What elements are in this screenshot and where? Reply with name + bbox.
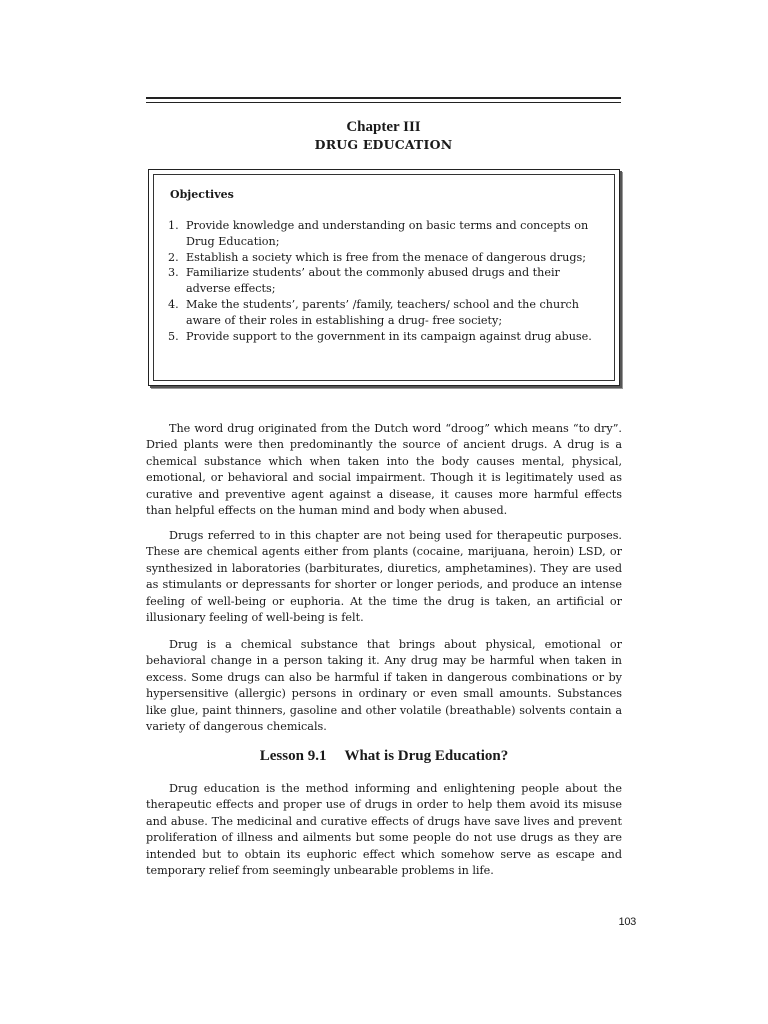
body-paragraph-drug-education: Drug education is the method informing and enlightening people about the therapeutic effects and proper use of drugs in order to help them avoid its misuse and abuse. The medicinal and curative effects of drugs have save lives and prevent proliferation of illness and ailments but some people do not use drugs as they are intended but to obtain its euphoric effect which somehow serve as escape and temporary relief from seemingly unbearable problems in life. [146, 782, 622, 878]
body-paragraph-drug-purposes: Drugs referred to in this chapter are not being used for therapeutic purposes. These are chemical agents either from plants (cocaine, marijuana, heroin) LSD, or synthesized in laboratories (barbiturates, diuretics, amphetamines). They are used as stimulants or depressants for shorter or longer periods, and produce an intense feeling of well-being or euphoria. At the time the drug is taken, an artificial or illusionary feeling of well-being is felt. [146, 529, 622, 625]
objective-number: 4. [168, 297, 179, 311]
lesson-title: What is Drug Education? [344, 748, 509, 764]
objective-text: Make the students’, parents’ /family, teachers/ school and the church aware of their roles in establishing a drug- free society; [186, 297, 580, 327]
body-paragraph-drug-definition: Drug is a chemical substance that brings about physical, emotional or behavioral change in a person taking it. Any drug may be harmful when taken in excess. Some drugs can also be harmful if taken in dangerous combinations or by hypersensitive (allergic) persons in ordinary or even small amounts. Substances like glue, paint thinners, gasoline and other volatile (breathable) solvents contain a variety of dangerous chemicals. [146, 638, 622, 734]
chapter-label: Chapter III [346, 119, 421, 135]
header-rule-thick [146, 97, 621, 99]
objectives-inner-border [153, 174, 615, 381]
objective-text: Provide support to the government in its campaign against drug abuse. [186, 329, 592, 343]
objective-text: Establish a society which is free from the menace of dangerous drugs; [186, 250, 587, 264]
objective-text: Provide knowledge and understanding on basic terms and concepts on Drug Education; [186, 219, 589, 248]
objective-item [162, 329, 602, 345]
objective-item [162, 297, 602, 329]
objective-item [162, 218, 602, 250]
page-number: 103 [618, 916, 636, 928]
header-rule-thin [146, 102, 621, 103]
objectives-heading: Objectives [170, 188, 234, 201]
objective-number: 1. [168, 219, 179, 232]
objective-number: 2. [168, 250, 179, 264]
body-paragraph-drug-origin: The word drug originated from the Dutch word “droog” which means “to dry”. Dried plants were then predominantly the source of ancient drugs. A drug is a chemical substance which when taken into the body causes mental, physical, emotional, or behavioral and social impairment. Though it is legitimately used as curative and preventive agent against a disease, it causes more harmful effects than helpful effects on the human mind and body when abused. [146, 422, 622, 518]
objective-number: 5. [168, 329, 179, 343]
objective-item [162, 250, 602, 266]
objective-number: 3. [168, 266, 179, 280]
chapter-title: DRUG EDUCATION [314, 137, 453, 152]
objectives-list [162, 218, 602, 344]
lesson-number: Lesson 9.1 [259, 748, 327, 764]
lesson-heading [146, 748, 622, 765]
objective-item [162, 265, 602, 297]
objectives-box [148, 169, 620, 386]
objective-text: Familiarize students’ about the commonly abused drugs and their adverse effects; [186, 266, 560, 296]
